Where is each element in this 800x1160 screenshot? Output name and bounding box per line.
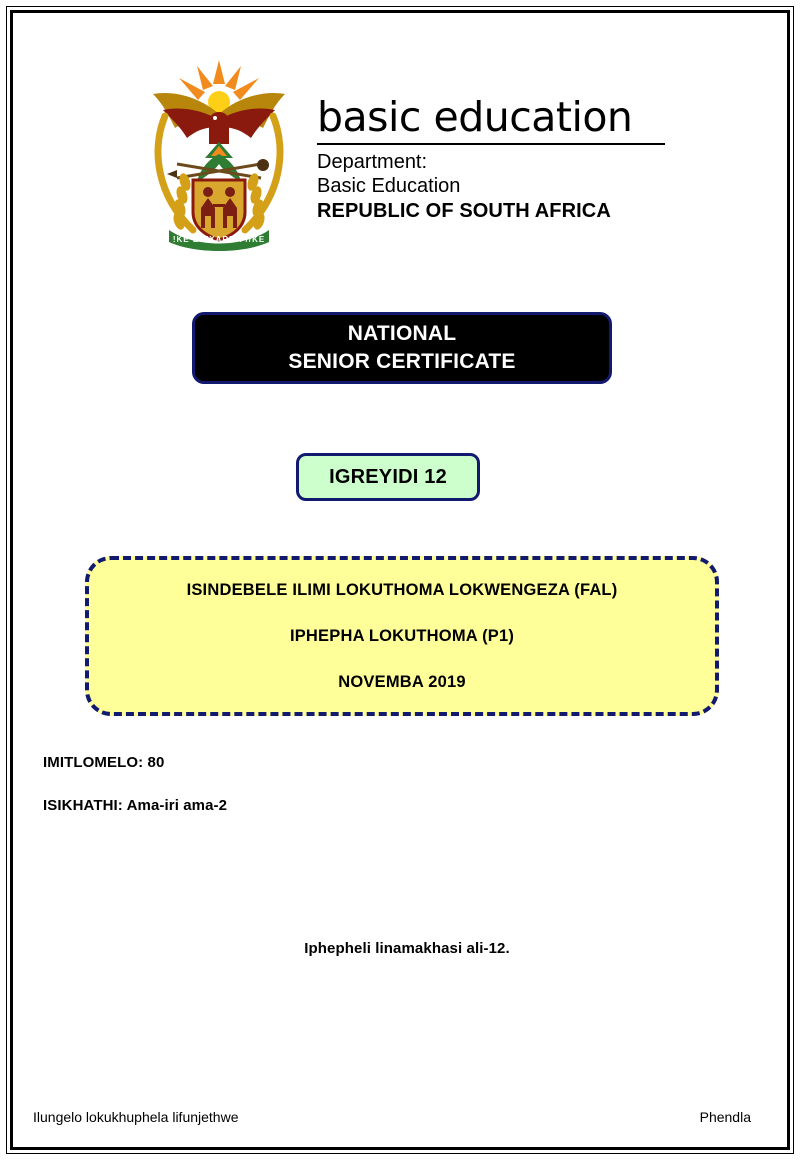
wordmark-divider [317, 143, 665, 145]
page-count-text: Iphepheli linamakhasi ali-12. [304, 940, 510, 957]
svg-text:!KE E: /XARRA //KE: !KE E: /XARRA //KE [172, 235, 266, 244]
country-line: REPUBLIC OF SOUTH AFRICA [317, 199, 611, 222]
paper-title: IPHEPHA LOKUTHOMA (P1) [289, 626, 515, 645]
subject-panel [85, 556, 719, 716]
certificate-line-1: NATIONAL [347, 322, 457, 346]
department-wordmark [317, 54, 665, 223]
certificate-line-2: SENIOR CERTIFICATE [288, 350, 516, 373]
marks-line: IMITLOMELO: 80 [43, 754, 165, 771]
copyright-notice: Ilungelo lokukhuphela lifunjethwe [33, 1109, 239, 1125]
department-name: Basic Education [317, 175, 461, 198]
page-count-notice [16, 940, 784, 958]
time-line: ISIKHATHI: Ama-iri ama-2 [43, 797, 228, 814]
page-footer [33, 1109, 751, 1125]
exam-cover-page [16, 16, 784, 1144]
department-header [16, 54, 784, 254]
national-senior-certificate-badge [192, 312, 612, 384]
grade-label: IGREYIDI 12 [329, 465, 447, 488]
south-african-coat-of-arms-icon [135, 54, 303, 254]
grade-badge [296, 453, 480, 501]
department-label: Department: [317, 151, 428, 174]
exam-meta-block [43, 754, 563, 814]
subject-title: ISINDEBELE ILIMI LOKUTHOMA LOKWENGEZA (FAL) [186, 580, 618, 599]
exam-session: NOVEMBA 2019 [338, 672, 466, 691]
turn-over-notice: Phendla [699, 1109, 751, 1125]
basic-education-wordmark: basic education [317, 93, 633, 141]
